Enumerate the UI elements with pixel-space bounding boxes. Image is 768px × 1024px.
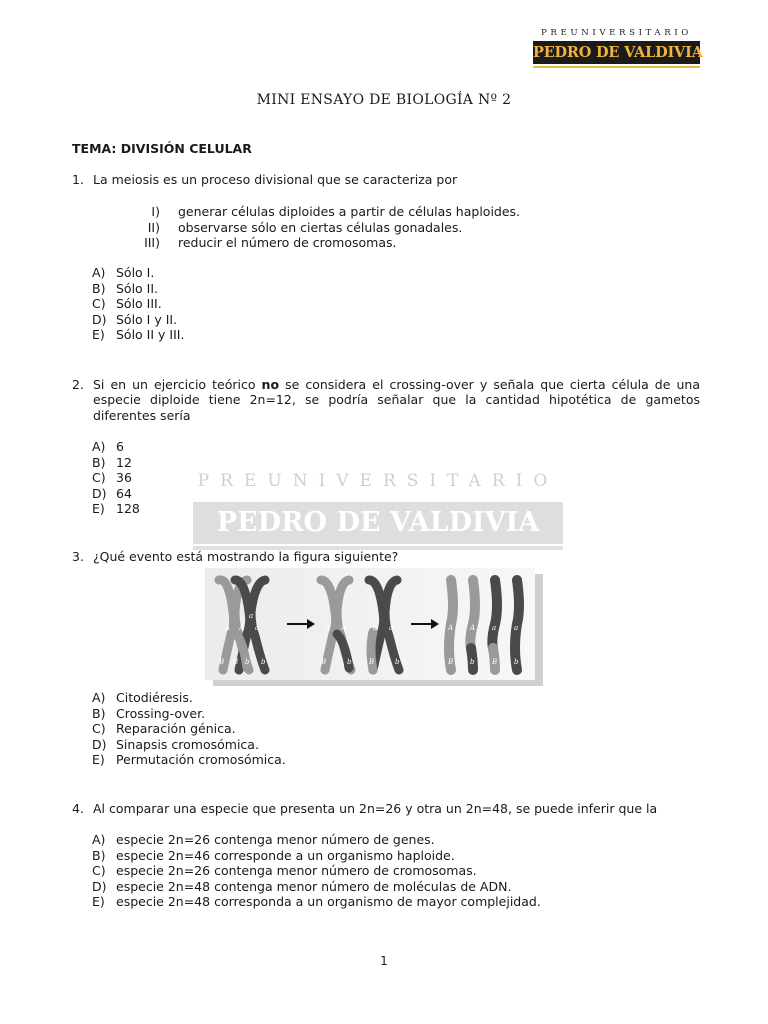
watermark-tagline: PREUNIVERSITARIO: [197, 471, 559, 491]
question-text: Al comparar una especie que presenta un 2n=26 y otra un 2n=48, se puede inferir que la: [93, 801, 658, 816]
allele-label: b: [514, 658, 519, 666]
option-text: Crossing-over.: [116, 705, 206, 721]
answer-option[interactable]: [92, 879, 541, 895]
option-letter: A): [92, 690, 106, 705]
option-text: Sólo II.: [116, 280, 159, 296]
option-letter: A): [92, 439, 106, 454]
statement-text: generar células diploides a partir de células haploides.: [178, 204, 521, 219]
option-text: Reparación génica.: [116, 721, 236, 736]
answer-option[interactable]: [92, 281, 184, 297]
option-letter: C): [92, 863, 106, 878]
allele-label: A: [448, 624, 454, 632]
answer-option[interactable]: [92, 706, 286, 722]
option-letter: C): [92, 296, 106, 311]
option-letter: B): [92, 847, 106, 863]
question-text: ¿Qué evento está mostrando la figura siguiente?: [93, 549, 399, 564]
allele-label: A: [239, 624, 245, 632]
allele-label: A: [325, 624, 331, 632]
allele-label: a: [514, 624, 519, 632]
option-text: Sólo II y III.: [116, 327, 185, 342]
question-text-part: Si en un ejercicio teórico: [93, 377, 262, 392]
page-title: MINI ENSAYO DE BIOLOGÍA Nº 2: [256, 92, 512, 108]
option-letter: D): [92, 485, 107, 501]
logo-underline: [533, 66, 700, 68]
statement-text: observarse sólo en ciertas células gonadales.: [178, 219, 463, 235]
option-letter: C): [92, 721, 106, 736]
option-text: 6: [116, 439, 124, 454]
option-letter: B): [92, 705, 106, 721]
question-text-emphasis: no: [261, 377, 280, 392]
question-number: 1.: [72, 172, 84, 187]
answer-option[interactable]: [92, 737, 286, 753]
question-1-options: [92, 265, 184, 343]
question-number: 3.: [72, 549, 84, 564]
answer-option[interactable]: [92, 265, 184, 281]
option-letter: B): [92, 454, 106, 470]
option-letter: E): [92, 327, 105, 342]
option-text: especie 2n=48 corresponda a un organismo de mayor complejidad.: [116, 894, 541, 909]
allele-label: b: [395, 658, 400, 666]
option-text: especie 2n=26 contenga menor número de genes.: [116, 832, 435, 847]
allele-label: a: [389, 624, 394, 632]
allele-label: A: [225, 624, 231, 632]
allele-label: a: [492, 624, 497, 632]
statement-numeral: III): [144, 235, 160, 250]
statement: [130, 235, 397, 251]
option-text: Sólo I.: [116, 265, 155, 280]
question-1-statements: [130, 204, 521, 251]
allele-label: B: [448, 658, 454, 666]
option-text: Citodiéresis.: [116, 690, 193, 705]
option-letter: E): [92, 752, 105, 767]
answer-option[interactable]: [92, 455, 140, 471]
allele-label: B: [369, 658, 375, 666]
answer-option[interactable]: [92, 832, 541, 848]
option-letter: D): [92, 311, 107, 327]
allele-label: b: [470, 658, 475, 666]
allele-label: b: [245, 658, 250, 666]
allele-label: B: [219, 658, 225, 666]
option-letter: A): [92, 832, 106, 847]
answer-option[interactable]: [92, 327, 184, 343]
answer-option[interactable]: [92, 752, 286, 768]
option-text: Permutación cromosómica.: [116, 752, 286, 767]
statement-numeral: II): [147, 219, 160, 235]
allele-label: B: [321, 658, 327, 666]
option-text: Sinapsis cromosómica.: [116, 736, 259, 752]
question-number: 2.: [72, 377, 84, 392]
option-text: 36: [116, 470, 132, 485]
question-3-options: [92, 690, 286, 768]
option-text: 12: [116, 454, 132, 470]
option-text: especie 2n=46 corresponde a un organismo haploide.: [116, 847, 455, 863]
allele-label: B: [233, 658, 239, 666]
option-text: Sólo I y II.: [116, 311, 178, 327]
option-letter: D): [92, 878, 107, 894]
answer-option[interactable]: [92, 863, 541, 879]
statement: [130, 219, 463, 236]
logo-tagline: PREUNIVERSITARIO: [541, 28, 692, 38]
allele-label: A: [341, 624, 347, 632]
answer-option[interactable]: [92, 439, 140, 455]
statement-numeral: I): [151, 204, 160, 219]
watermark-name: PEDRO DE VALDIVIA: [193, 502, 563, 544]
allele-label: A: [470, 624, 476, 632]
option-text: especie 2n=48 contenga menor número de moléculas de ADN.: [116, 878, 512, 894]
answer-option[interactable]: [92, 296, 184, 312]
option-letter: E): [92, 501, 105, 516]
option-letter: D): [92, 736, 107, 752]
answer-option[interactable]: [92, 894, 541, 910]
statement-text: reducir el número de cromosomas.: [178, 235, 397, 250]
option-letter: C): [92, 470, 106, 485]
option-letter: A): [92, 265, 106, 280]
logo-name: PEDRO DE VALDIVIA: [533, 41, 700, 64]
page-number: 1: [380, 954, 388, 968]
answer-option[interactable]: [92, 312, 184, 328]
option-text: 64: [116, 485, 132, 501]
question-text: [93, 377, 700, 423]
allele-label: a: [373, 624, 378, 632]
answer-option[interactable]: [92, 470, 140, 486]
question-number: 4.: [72, 801, 84, 816]
question-text: La meiosis es un proceso divisional que se caracteriza por: [93, 172, 458, 187]
question-4-options: [92, 832, 541, 910]
answer-option[interactable]: [92, 501, 140, 517]
allele-label: b: [261, 658, 266, 666]
question-text-part: se considera el crossing-over y señala que cierta célula de una especie diploide tiene 2n=12, se podría señalar que la cantidad hipotética de gametos diferentes sería: [93, 377, 700, 423]
crossing-over-figure: [205, 568, 545, 688]
topic-heading: TEMA: DIVISIÓN CELULAR: [72, 141, 252, 156]
option-letter: E): [92, 894, 105, 909]
option-text: Sólo III.: [116, 296, 162, 311]
answer-option[interactable]: [92, 848, 541, 864]
allele-label: a: [249, 612, 254, 620]
answer-option[interactable]: [92, 690, 286, 706]
question-2-options: [92, 439, 140, 517]
statement: [130, 204, 521, 220]
allele-label: b: [347, 658, 352, 666]
allele-label: B: [492, 658, 498, 666]
option-text: 128: [116, 501, 140, 516]
allele-label: a: [255, 624, 260, 632]
answer-option[interactable]: [92, 721, 286, 737]
option-text: especie 2n=26 contenga menor número de cromosomas.: [116, 863, 477, 878]
option-letter: B): [92, 280, 106, 296]
answer-option[interactable]: [92, 486, 140, 502]
